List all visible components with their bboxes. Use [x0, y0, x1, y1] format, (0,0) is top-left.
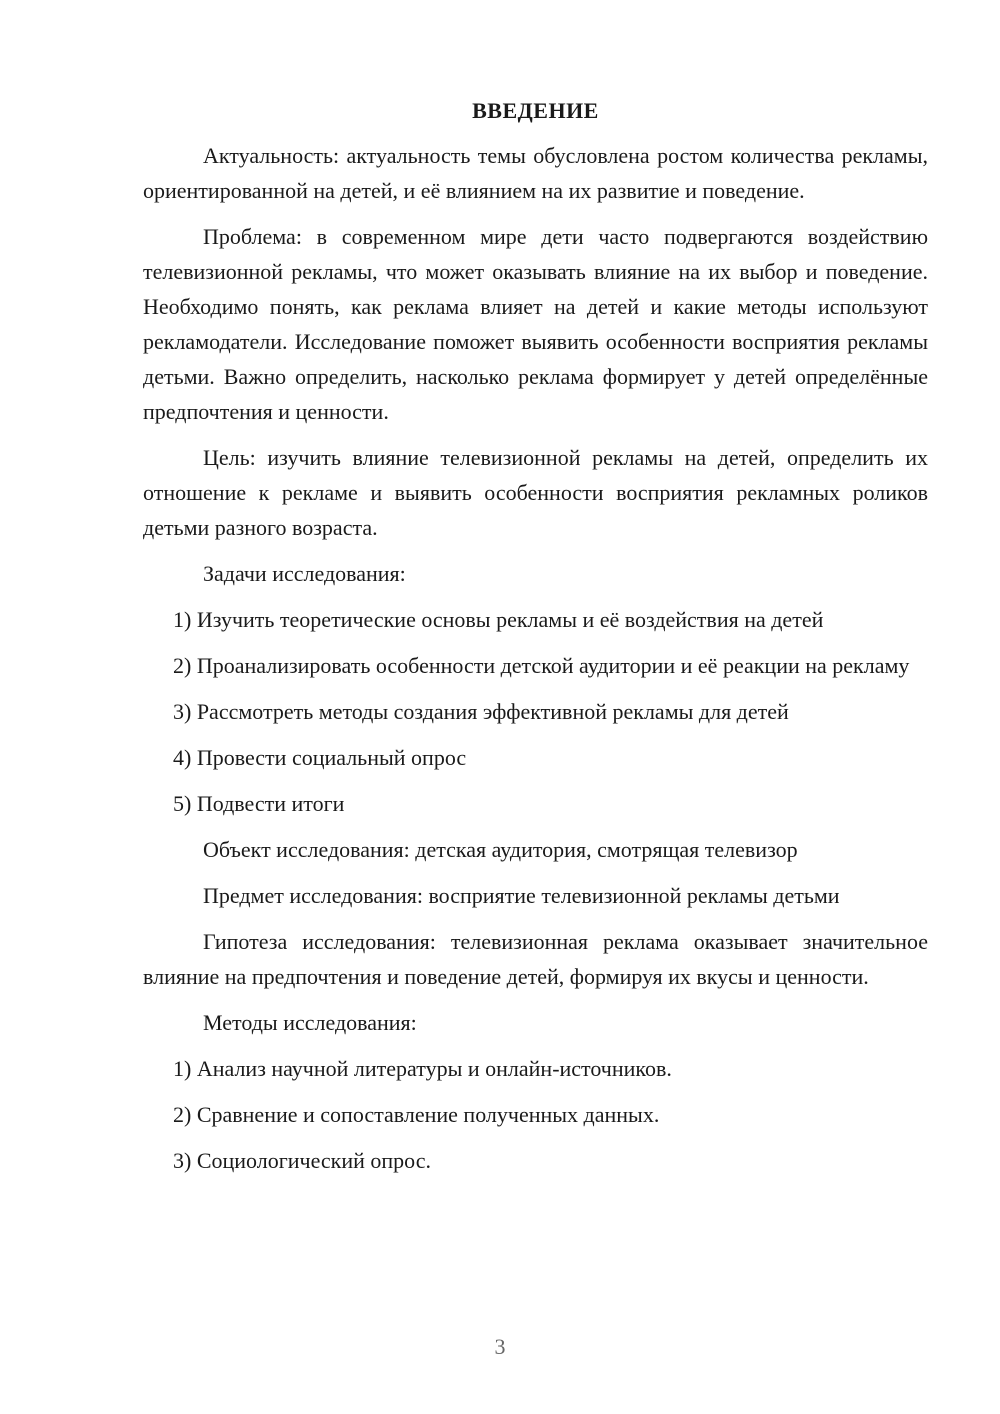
goal-paragraph: Цель: изучить влияние телевизионной рекламы на детей, определить их отношение к рекламе и выявить особенности восприятия рекламных роликов детьми разного возраста.: [143, 445, 928, 540]
hypothesis-paragraph: Гипотеза исследования: телевизионная реклама оказывает значительное влияние на предпочтения и поведение детей, формируя их вкусы и ценности.: [143, 929, 928, 989]
problem-paragraph: Проблема: в современном мире дети часто подвергаются воздействию телевизионной рекламы, что может оказывать влияние на их выбор и поведение. Необходимо понять, как реклама влияет на детей и какие методы используют рекламодатели. Исследование поможет выявить особенности восприятия рекламы детьми. Важно определить, насколько реклама формирует у детей определённые предпочтения и ценности.: [143, 224, 928, 424]
task-item: 3) Рассмотреть методы создания эффективной рекламы для детей: [173, 699, 789, 724]
section-title: ВВЕДЕНИЕ: [472, 98, 599, 123]
subject-paragraph: Предмет исследования: восприятие телевизионной рекламы детьми: [203, 883, 840, 908]
methods-heading: Методы исследования:: [203, 1010, 417, 1035]
method-item: 2) Сравнение и сопоставление полученных данных.: [173, 1102, 660, 1127]
task-item: 1) Изучить теоретические основы рекламы и её воздействия на детей: [173, 607, 824, 632]
method-item: 1) Анализ научной литературы и онлайн-источников.: [173, 1056, 672, 1081]
relevance-paragraph: Актуальность: актуальность темы обусловлена ростом количества рекламы, ориентированной на детей, и её влиянием на их развитие и поведение.: [143, 143, 928, 203]
object-paragraph: Объект исследования: детская аудитория, смотрящая телевизор: [203, 837, 798, 862]
page-number: 3: [494, 1334, 506, 1359]
task-item: 2) Проанализировать особенности детской аудитории и её реакции на рекламу: [173, 653, 910, 678]
document-page: [143, 96, 928, 1189]
tasks-heading: Задачи исследования:: [203, 561, 406, 586]
task-item: 4) Провести социальный опрос: [173, 745, 467, 770]
method-item: 3) Социологический опрос.: [173, 1148, 431, 1173]
task-item: 5) Подвести итоги: [173, 791, 345, 816]
